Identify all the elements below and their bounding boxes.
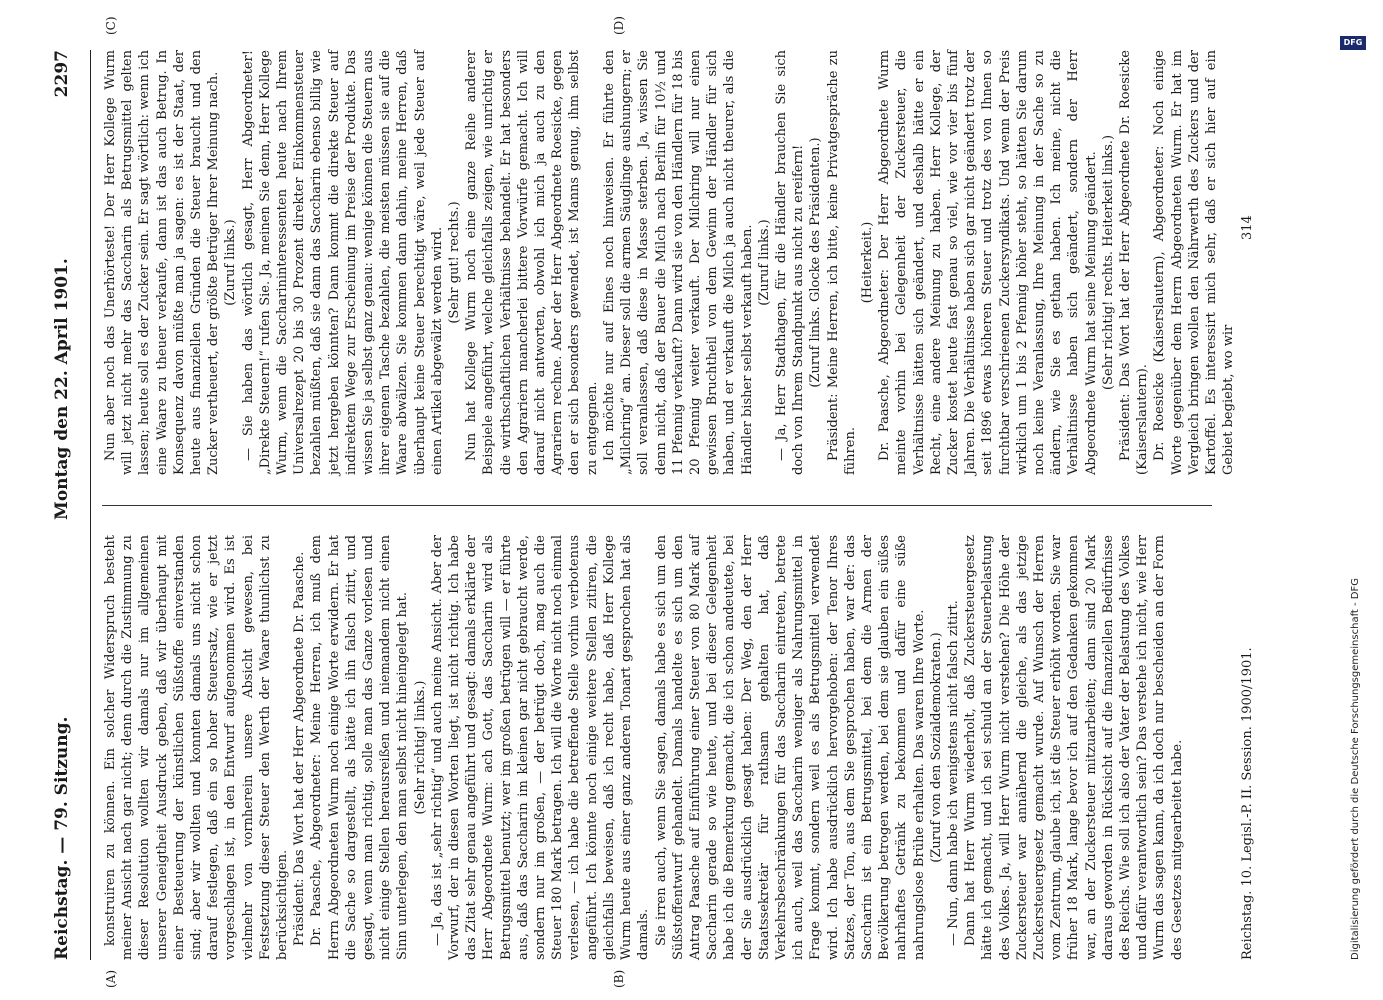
interjection: (Sehr gut! rechts.): [447, 201, 463, 324]
paragraph: Dr. Roesicke (Kaiserslautern), Abgeordneter: Noch einige Worte gegenüber dem Herrn Abgeordneten Wurm. Er hat im Vergleich bringen wollen den Nährwerth des Zuckers und der Kartoffel. Es interessirt mich sehr, daß er sich hier auf ein Gebiet begiebt, wo wir: [1152, 50, 1237, 475]
paragraph: Präsident: Das Wort hat der Herr Abgeordnete Dr. Paasche.: [292, 551, 308, 946]
sheet-number: 314: [1240, 215, 1255, 240]
paragraph: — Ja, das ist „sehr richtig“ und auch meine Ansicht. Aber der Vorwurf, der in diesen Worten liegt, ist nicht richtig. Ich habe das Zitat sehr genau angeführt und gesagt: damals erklärte der Herr Abgeordnete Wurm: ach Gott, das Saccharin wird als Betrugsmittel benutzt; wer im großen betrügen will — er führte aus, daß das Saccharin im kleinen gar nicht gebraucht werde, sondern nur im großen, — der betrügt doch, mag auch die Steuer 180 Mark betragen. Ich will die Worte nicht noch einmal verlesen, — ich habe die betreffende Stelle vorhin verbotenus angeführt. Ich könnte noch einige weitere Stellen zitiren, die gleichfalls beweisen, daß ich recht habe, daß Herr Kollege Wurm heute aus einer ganz anderen Tonart gesprochen hat als damals.: [429, 535, 652, 960]
interjection: (Zuruf links.): [756, 219, 772, 306]
column-divider: [102, 505, 1212, 506]
paragraph: Ich möchte nur auf Eines noch hinweisen. Er führte den „Milchring“ an. Dieser soll die armen Säuglinge aushungern; er soll veranlassen, daß diese in Masse sterben. Ja, wissen Sie denn nicht, daß der Bauer die Milch nach Berlin für 10½ und 11 Pfennig verkauft? Dann wird sie von den Händlern für 18 bis 20 Pfennig weiter verkauft. Der Milchring will nur einen gewissen Bruchtheil von dem Gewinn der Händler für sich haben, und er verkauft die Milch ja auch nicht theurer, als die Händler bisher selbst verkauft haben.: [601, 50, 755, 475]
paragraph: Nun hat Kollege Wurm noch eine ganze Reihe anderer Beispiele angeführt, welche gleichfalls zeigen, wie unrichtig er die wirthschaftlichen Verhältnisse behandelt. Er hat besonders den Agrariern mancherlei bittere Vorwürfe gemacht. Ich will darauf nicht antworten, obwohl ich mich ja auch zu den Agrariern rechne. Aber der Herr Abgeordnete Roesicke, gegen den er sich besonders gewendet, ist Manns genug, ihm selbst zu entgegnen.: [464, 50, 600, 475]
paragraph: Dr. Paasche, Abgeordneter: Meine Herren, ich muß dem Herrn Abgeordneten Wurm noch einige Worte erwidern. Er hat die Sache so dargestellt, als hätte ich ihn falsch zitirt, und gesagt, wenn man richtig, solle man das Ganze vorlesen und nicht einige Stellen herausreißen und niemandem nicht einen Sinn unterlegen, den man selbst nicht hineingelegt hat.: [309, 535, 411, 960]
margin-marker-c: (C): [104, 16, 118, 35]
paragraph: Nun aber noch das Unerhörteste! Der Herr Kollege Wurm will jetzt nicht mehr das Saccharin als Betrugsmittel gelten lassen; heute soll es der Zucker sein. Er sagt wörtlich: wenn ich eine Waare zu theuer verkaufe, dann ist das auch Betrug. In Konsequenz davon müßte man ja sagen: es ist der Staat, der heute aus finanziellen Gründen die Steuer braucht und den Zucker vertheuert, der größte Betrüger Ihrer Meinung nach.: [103, 50, 222, 475]
margin-marker-d: (D): [612, 16, 626, 35]
margin-marker-a: (A): [104, 969, 118, 988]
header-date: Montag den 22. April 1901.: [52, 258, 72, 520]
margin-marker-b: (B): [612, 969, 626, 988]
paragraph: Sie irren auch, wenn Sie sagen, damals habe es sich um den Süßstoffentwurf gehandelt. Damals handelte es sich um den Antrag Paasche auf Einführung einer Steuer von 80 Mark auf Saccharin gerade so wie heute, und bei dieser Gelegenheit habe ich die Bemerkung gemacht, die ich schon andeutete, bei der Sie ausdrücklich gesagt haben: Der Weg, den der Herr Staatssekretär für rathsam gehalten hat, daß Verkehrsbeschränkungen für das Saccharin eintreten, betrete ich auch, weil das Saccharin weniger als Nahrungsmittel in Frage kommt, sondern weil es als Betrugsmittel verwendet wird. Ich habe ausdrücklich hervorgehoben: der Tenor Ihres Satzes, der Ton, aus dem Sie gesprochen haben, war der: das Saccharin ist ein Betrugsmittel, bei dem die Armen der Bevölkerung betrogen werden, bei dem sie glauben ein süßes nahrhaftes Getränk zu bekommen und dafür eine süße nahrungslose Brühe erhalten. Das waren Ihre Worte.: [653, 535, 927, 960]
header-session: Reichstag. — 79. Sitzung.: [52, 716, 72, 960]
interjection: (Sehr richtig! rechts. Heiterkeit links.): [1100, 134, 1116, 391]
left-text-column: [102, 535, 1212, 960]
interjection: (Sehr richtig! links.): [412, 680, 428, 815]
dfg-logo: DFG: [1340, 36, 1366, 50]
right-text-column: [102, 50, 1237, 475]
interjection: (Zuruf von den Sozialdemokraten.): [928, 632, 944, 863]
interjection: (Heiterkeit.): [859, 221, 875, 304]
interjection: (Zuruf links. Glocke des Präsidenten.): [808, 137, 824, 388]
paragraph: konstruiren zu können. Ein solcher Widerspruch besteht meiner Ansicht nach gar nicht; denn durch die Zustimmung zu dieser Resolution wollten wir damals nur im allgemeinen unserer Geneigtheit Ausdruck geben, daß wir überhaupt mit einer Besteuerung der künstlichen Süßstoffe einverstanden sind; aber wir wollten und konnten damals uns nicht schon darauf festlegen, daß ein so hoher Steuersatz, wie er jetzt vorgeschlagen ist, in den Entwurf aufgenommen wird. Es ist vielmehr von vornherein unsere Absicht gewesen, bei Festsetzung dieser Steuer den Werth der Waare thunlichst zu berücksichtigen.: [103, 535, 291, 960]
paragraph: Dr. Paasche, Abgeordneter: Der Herr Abgeordnete Wurm meinte vorhin bei Gelegenheit der Zuckersteuer, die Verhältnisse hätten sich geändert, und deshalb hätte er ein Recht, eine andere Meinung zu haben. Herr Kollege, der Zucker kostet heute fast genau so viel, wie vor vier bis fünf Jahren. Die Verhältnisse haben sich gar nicht geändert trotz der seit 1896 etwas höheren Steuer und trotz des von Ihnen so furchtbar verschrieenen Zuckersyndikats. Und wenn der Preis wirklich um 1 bis 2 Pfennig höher steht, so hätten Sie darum noch keine Veranlassung, Ihre Meinung in der Sache so zu ändern, wie Sie es gethan haben. Ich meine, nicht die Verhältnisse haben sich geändert, sondern der Herr Abgeordnete Wurm hat seine Meinung geändert.: [877, 50, 1099, 475]
page-footer: Reichstag. 10. Legisl.-P. II. Session. 1900/1901.: [1240, 647, 1255, 960]
credit-text: Digitalisierung gefördert durch die Deutsche Forschungsgemeinschaft - DFG: [1350, 577, 1361, 960]
header-page-number: 2297: [52, 50, 72, 98]
digitization-credit: [1350, 60, 1364, 960]
page-header: [30, 50, 91, 960]
paragraph: — Nun, dann habe ich wenigstens nicht falsch zitirt.: [945, 600, 961, 946]
paragraph: — Ja, Herr Stadthagen, für die Händler brauchen Sie sich doch von Ihrem Standpunkt aus nicht zu ereifern!: [773, 50, 807, 475]
paragraph: Präsident: Meine Herren, ich bitte, keine Privatgespräche zu führen.: [825, 50, 858, 475]
paragraph: — Sie haben das wörtlich gesagt, Herr Abgeordneter! „Direkte Steuern!“ rufen Sie. Ja, meinen Sie denn, Herr Kollege Wurm, wenn die Saccharininteressenten heute nach Ihrem Universalrezept 20 bis 30 Prozent direkter Einkommensteuer bezahlen müßten, daß sie dann das Saccharin ebenso billig wie jetzt hergeben könnten? Dann kommt die direkte Steuer auf indirektem Wege zur Erscheinung im Preise der Produkte. Das wissen Sie ja selbst ganz genau: wenige können die Steuern aus ihrer eigenen Tasche bezahlen, die meisten müssen sie auf die Waare abwälzen. Sie kommen dann dahin, meine Herren, daß überhaupt keine Steuer berechtigt wäre, weil jede Steuer auf einen Artikel abgewälzt werden wird.: [240, 50, 445, 475]
paragraph: Dann hat Herr Wurm wiederholt, daß Zuckersteuergesetz hätte ich gemacht, und ich sei schuld an der Steuerbelastung des Volkes. Ja, will Herr Wurm nicht verstehen? Die Höhe der Zuckersteuer war annähernd die gleiche, als das jetzige Zuckersteuergesetz gemacht wurde. Auf Wunsch der Herren vom Zentrum, glaube ich, ist die Steuer erhöht worden. Sie war früher 18 Mark, lange bevor ich auf den Gedanken gekommen war, an der Zuckersteuer mitzuarbeiten; dann sind 20 Mark daraus geworden in Rücksicht auf die finanziellen Bedürfnisse des Reichs. Wie soll ich also der Vater der Belastung des Volkes und dafür verantwortlich sein? Das verstehe ich nicht, wie Herr Wurm das sagen kann, da ich doch nur bescheiden an der Form des Gesetzes mitgearbeitet habe.: [963, 535, 1185, 960]
paragraph: Präsident: Das Wort hat der Herr Abgeordnete Dr. Roesicke (Kaiserslautern).: [1117, 50, 1151, 475]
interjection: (Zuruf links.): [223, 219, 239, 306]
